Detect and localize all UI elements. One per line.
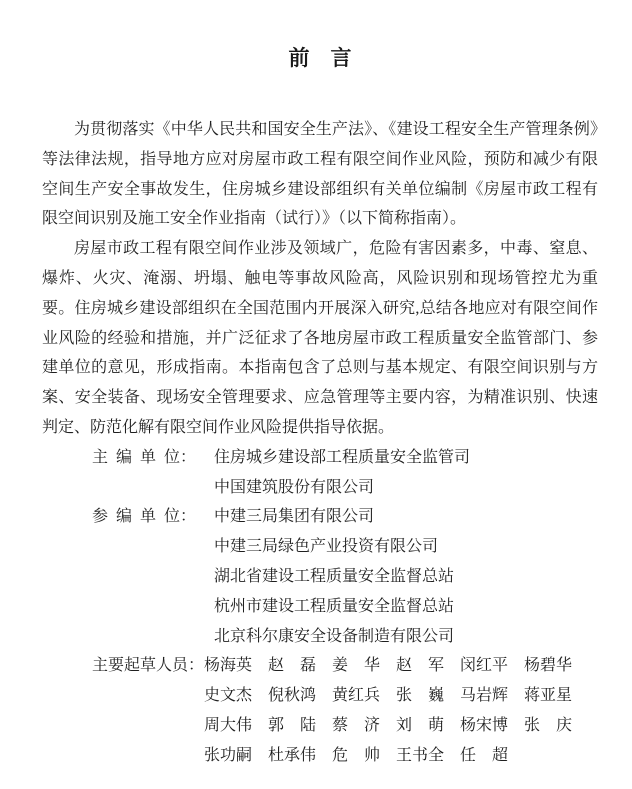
drafters-label: 主要起草人员： — [92, 657, 205, 675]
drafter-name-row: 张功嗣 杜承伟 危 帅 王书全 任 超 — [204, 746, 509, 764]
org-line: 杭州市建设工程质量安全监督总站 — [214, 597, 455, 615]
drafter-name-row: 杨海英 赵 磊 姜 华 赵 军 闵红平 杨碧华 — [204, 657, 573, 675]
org-line: 中建三局集团有限公司 — [214, 508, 375, 526]
chief-editor-orgs — [200, 443, 598, 503]
participating-editor-label: 参 编 单 位： — [92, 508, 197, 526]
participating-editor-section — [42, 502, 598, 651]
org-line: 住房城乡建设部工程质量安全监管司 — [214, 448, 471, 466]
drafters-names — [204, 651, 598, 770]
org-line: 中国建筑股份有限公司 — [214, 478, 375, 496]
participating-editor-orgs — [200, 502, 598, 651]
page-title: 前 言 — [288, 46, 352, 70]
drafter-name-row: 史文杰 倪秋鸿 黄红兵 张 巍 马岩辉 蒋亚星 — [204, 687, 573, 705]
chief-editor-label: 主 编 单 位： — [92, 448, 197, 466]
org-line: 湖北省建设工程质量安全监督总站 — [214, 567, 455, 585]
drafter-name-row: 周大伟 郭 陆 蔡 济 刘 萌 杨宋博 张 庆 — [204, 716, 573, 734]
drafters-section — [42, 651, 598, 770]
chief-editor-section — [42, 443, 598, 503]
org-line: 北京科尔康安全设备制造有限公司 — [214, 627, 455, 645]
paragraph-background: 房屋市政工程有限空间作业涉及领域广，危险有害因素多，中毒、窒息、爆炸、火灾、淹溺、坍塌、触电等事故风险高，风险识别和现场管控尤为重要。住房城乡建设部组织在全国范围内开展深入研究,总结各地应对有限空间作业风险的经验和措施，并广泛征求了各地房屋市政工程质量安全监管部门、参建单位的意见，形成指南。本指南包含了总则与基本规定、有限空间识别与方案、安全装备、现场安全管理要求、应急管理等主要内容，为精准识别、快速判定、防范化解有限空间作业风险提供指导依据。 — [42, 240, 598, 436]
org-line: 中建三局绿色产业投资有限公司 — [214, 538, 439, 556]
paragraph-intro: 为贯彻落实《中华人民共和国安全生产法》、《建设工程安全生产管理条例》等法律法规，指导地方应对房屋市政工程有限空间作业风险，预防和减少有限空间生产安全事故发生，住房城乡建设部组织有关单位编制《房屋市政工程有限空间识别及施工安全作业指南（试行）》（以下简称指南）。 — [42, 121, 598, 228]
